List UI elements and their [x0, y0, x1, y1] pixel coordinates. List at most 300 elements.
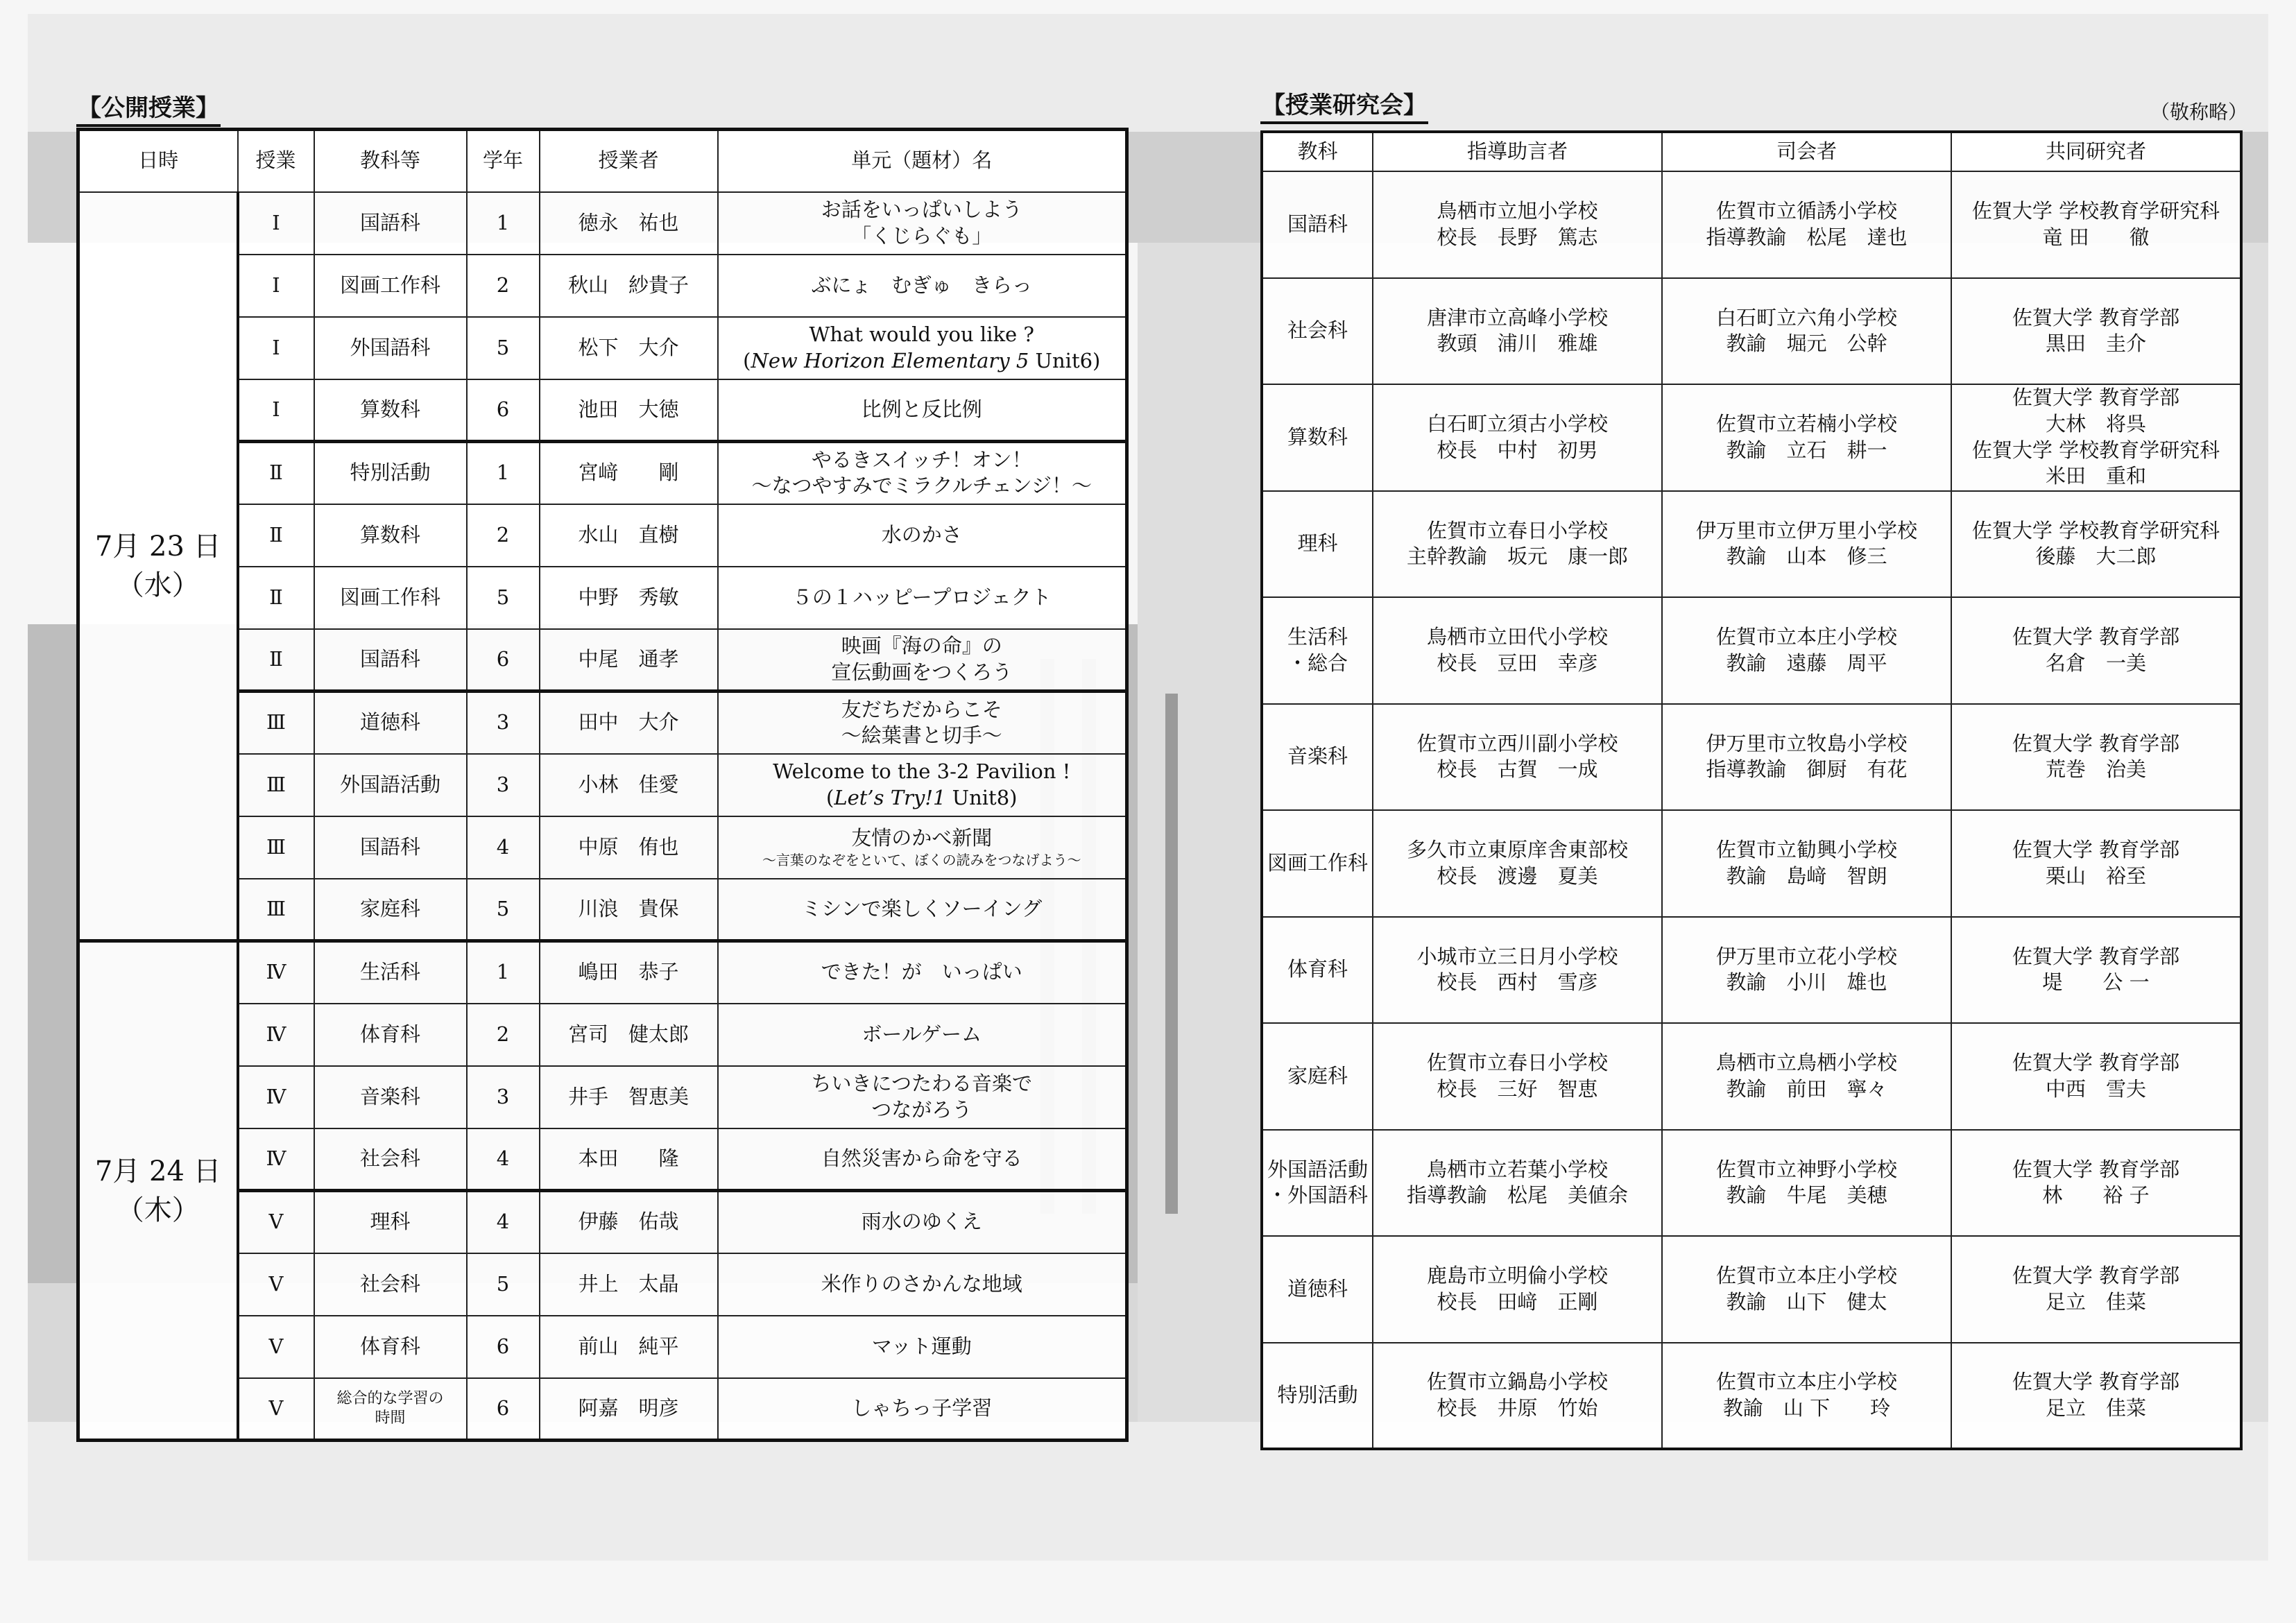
table-row — [1262, 704, 2241, 811]
researcher-cell — [1951, 1343, 2241, 1450]
moderator-name: 教諭 牛尾 美穂 — [1726, 1183, 1887, 1208]
unit-cell — [718, 1378, 1127, 1441]
subject-cell: 音楽科 — [314, 1066, 467, 1128]
advisor-cell — [1373, 491, 1662, 598]
table-row — [1262, 1130, 2241, 1237]
subject-line: 家庭科 — [1287, 1063, 1348, 1088]
researcher-line: 黒田 圭介 — [2045, 332, 2146, 356]
advisor-school: 唐津市立高峰小学校 — [1426, 305, 1608, 329]
header-advisor: 指導助言者 — [1373, 132, 1662, 171]
public-lessons-title: 【公開授業】 — [76, 89, 221, 127]
teacher-cell: 池田 大徳 — [540, 379, 718, 442]
teacher-cell: 嶋田 恭子 — [540, 941, 718, 1004]
researcher-cell — [1951, 1236, 2241, 1343]
subject-line: 外国語活動 — [1267, 1157, 1368, 1181]
period-cell: Ⅱ — [238, 442, 314, 504]
researcher-line: 後藤 大二郎 — [2035, 544, 2157, 569]
researcher-line: 足立 佳菜 — [2045, 1289, 2146, 1314]
grade-cell: 3 — [467, 692, 540, 754]
subject-line: ・総合 — [1287, 651, 1348, 675]
researcher-cell — [1951, 704, 2241, 811]
moderator-name: 指導教諭 松尾 達也 — [1706, 225, 1908, 249]
advisor-name: 校長 古賀 一成 — [1437, 757, 1598, 782]
table-row — [1262, 491, 2241, 598]
moderator-school: 伊万里市立牧島小学校 — [1706, 731, 1908, 755]
moderator-name: 教諭 山下 健太 — [1726, 1289, 1887, 1314]
subject-cell: 特別活動 — [314, 442, 467, 504]
moderator-cell — [1662, 1130, 1951, 1237]
subject-cell: 理科 — [314, 1191, 467, 1253]
moderator-school: 佐賀市立本庄小学校 — [1715, 625, 1897, 649]
paren: ( — [826, 785, 834, 809]
unit-line: ちいきにつたわる音楽で — [811, 1071, 1032, 1095]
subject-line: 図画工作科 — [1267, 850, 1368, 875]
unit-cell — [718, 754, 1127, 816]
researcher-line: 佐賀大学 教育学部 — [2012, 1051, 2180, 1075]
moderator-cell — [1662, 491, 1951, 598]
unit-cell — [718, 1253, 1127, 1316]
researcher-cell — [1951, 491, 2241, 598]
moderator-cell — [1662, 1236, 1951, 1343]
advisor-name: 校長 渡邊 夏美 — [1437, 864, 1598, 888]
researcher-line: 佐賀大学 教育学部 — [2012, 1157, 2180, 1181]
researcher-line: 林 裕 子 — [2042, 1183, 2150, 1208]
grade-cell: 2 — [467, 504, 540, 567]
unit-line: 米作りのさかんな地域 — [821, 1271, 1022, 1296]
unit-cell — [718, 1191, 1127, 1253]
researcher-line: 佐賀大学 学校教育学研究科 — [1971, 518, 2220, 542]
advisor-name: 教頭 浦川 雅雄 — [1437, 332, 1598, 356]
teacher-cell: 中尾 通孝 — [540, 629, 718, 692]
period-cell: Ⅳ — [238, 1066, 314, 1128]
researcher-cell — [1951, 917, 2241, 1024]
study-subject-cell — [1262, 171, 1373, 278]
subject-line: 算数科 — [1287, 424, 1348, 449]
subject-cell: 社会科 — [314, 1128, 467, 1191]
moderator-name: 教諭 前田 寧々 — [1726, 1076, 1887, 1101]
moderator-name: 教諭 山本 修三 — [1726, 544, 1887, 569]
unit-line: しゃちっ子学習 — [851, 1396, 993, 1420]
subject-line: 生活科 — [1287, 625, 1348, 649]
grade-cell: 3 — [467, 754, 540, 816]
unit-line — [719, 785, 1126, 812]
unit-line: 友だちだからこそ — [841, 697, 1002, 721]
researcher-line: 佐賀大学 学校教育学研究科 — [1971, 438, 2220, 462]
unit-cell — [718, 442, 1127, 504]
header-moderator: 司会者 — [1662, 132, 1951, 171]
unit-cell — [718, 255, 1127, 317]
advisor-name: 校長 長野 篤志 — [1437, 225, 1598, 249]
unit-cell — [718, 692, 1127, 754]
study-subject-cell — [1262, 1130, 1373, 1237]
grade-cell: 5 — [467, 317, 540, 379]
textbook-title: Let’s Try!1 — [834, 785, 946, 809]
researcher-line: 佐賀大学 教育学部 — [2012, 944, 2180, 968]
unit-line: ボールゲーム — [862, 1022, 982, 1046]
period-cell: Ⅴ — [238, 1253, 314, 1316]
teacher-cell: 宮司 健太郎 — [540, 1004, 718, 1066]
advisor-name: 校長 中村 初男 — [1437, 438, 1598, 462]
table-row — [1262, 171, 2241, 278]
subject-line: 社会科 — [1287, 318, 1348, 343]
subject-cell: 図画工作科 — [314, 567, 467, 629]
subject-line: 体育科 — [1287, 957, 1348, 981]
advisor-cell — [1373, 384, 1662, 491]
table-row — [1262, 597, 2241, 704]
subject-line: 道徳科 — [1287, 1276, 1348, 1300]
advisor-cell — [1373, 1343, 1662, 1450]
study-subject-cell — [1262, 917, 1373, 1024]
advisor-school: 鳥栖市立田代小学校 — [1426, 625, 1608, 649]
subject-cell: 国語科 — [314, 816, 467, 879]
researcher-line: 大林 将呉 — [2045, 412, 2146, 436]
unit-line: ぶにょ むぎゅ きらっ — [811, 273, 1032, 297]
researcher-line: 堤 公 一 — [2042, 970, 2150, 995]
grade-cell: 5 — [467, 567, 540, 629]
subject-cell: 図画工作科 — [314, 255, 467, 317]
table-row — [1262, 810, 2241, 917]
moderator-school: 佐賀市立本庄小学校 — [1715, 1264, 1897, 1288]
advisor-name: 校長 田﨑 正剛 — [1437, 1289, 1598, 1314]
advisor-school: 多久市立東原庠舎東部校 — [1406, 838, 1628, 862]
unit-cell — [718, 1128, 1127, 1191]
moderator-cell — [1662, 597, 1951, 704]
researcher-line: 名倉 一美 — [2045, 651, 2146, 675]
unit-line: ５の１ハッピープロジェクト — [791, 585, 1052, 609]
study-subject-cell — [1262, 384, 1373, 491]
advisor-school: 小城市立三日月小学校 — [1416, 944, 1618, 968]
moderator-cell — [1662, 704, 1951, 811]
moderator-cell — [1662, 1343, 1951, 1450]
unit-cell — [718, 816, 1127, 879]
unit-line: What would you like ? — [809, 322, 1034, 346]
unit-cell — [718, 1316, 1127, 1378]
grade-cell: 6 — [467, 629, 540, 692]
period-cell: Ⅲ — [238, 816, 314, 879]
grade-cell: 1 — [467, 941, 540, 1004]
moderator-school: 佐賀市立若楠小学校 — [1715, 412, 1897, 436]
grade-cell: 1 — [467, 192, 540, 255]
teacher-cell: 前山 純平 — [540, 1316, 718, 1378]
teacher-cell: 中野 秀敏 — [540, 567, 718, 629]
table-row — [1262, 1236, 2241, 1343]
period-cell: Ⅱ — [238, 504, 314, 567]
grade-cell: 6 — [467, 1316, 540, 1378]
date-line: 7月 23 日 — [94, 530, 221, 563]
teacher-cell: 本田 隆 — [540, 1128, 718, 1191]
researcher-line: 佐賀大学 教育学部 — [2012, 305, 2180, 329]
researcher-line: 竜 田 徹 — [2042, 225, 2150, 249]
unit-line: マット運動 — [871, 1334, 972, 1358]
researcher-line: 佐賀大学 教育学部 — [2012, 625, 2180, 649]
unit-cell — [718, 379, 1127, 442]
unit-line: ～言葉のなぞをといて、ぼくの読みをつなげよう～ — [762, 852, 1081, 869]
grade-cell: 4 — [467, 1128, 540, 1191]
study-subject-cell — [1262, 278, 1373, 385]
researcher-cell — [1951, 597, 2241, 704]
unit-line: 雨水のゆくえ — [861, 1210, 982, 1234]
unit-line: Welcome to the 3-2 Pavilion ! — [773, 759, 1071, 783]
teacher-cell: 井上 太晶 — [540, 1253, 718, 1316]
unit-line: 水のかさ — [881, 522, 962, 547]
researcher-line: 佐賀大学 教育学部 — [2012, 386, 2180, 410]
moderator-cell — [1662, 171, 1951, 278]
moderator-name: 教諭 山 下 玲 — [1722, 1396, 1891, 1420]
unit-cell — [718, 879, 1127, 941]
date-cell — [78, 192, 238, 941]
moderator-cell — [1662, 917, 1951, 1024]
researcher-cell — [1951, 1130, 2241, 1237]
subject-cell: 算数科 — [314, 504, 467, 567]
teacher-cell: 松下 大介 — [540, 317, 718, 379]
date-cell — [78, 941, 238, 1441]
advisor-cell — [1373, 278, 1662, 385]
unit-number: Unit8) — [945, 785, 1018, 809]
subject-cell: 体育科 — [314, 1316, 467, 1378]
study-subject-cell — [1262, 491, 1373, 598]
grade-cell: 1 — [467, 442, 540, 504]
unit-line: つながろう — [871, 1097, 973, 1122]
honorific-note: （敬称略） — [2150, 101, 2248, 123]
table-header-row — [1262, 132, 2241, 171]
unit-cell — [718, 941, 1127, 1004]
moderator-name: 教諭 遠藤 周平 — [1726, 651, 1887, 675]
subject-cell: 社会科 — [314, 1253, 467, 1316]
study-subject-cell — [1262, 1236, 1373, 1343]
header-period: 授業 — [238, 130, 314, 192]
teacher-cell: 小林 佳愛 — [540, 754, 718, 816]
moderator-school: 佐賀市立本庄小学校 — [1715, 1370, 1897, 1394]
grade-cell: 5 — [467, 879, 540, 941]
advisor-cell — [1373, 171, 1662, 278]
advisor-cell — [1373, 1023, 1662, 1130]
moderator-school: 佐賀市立循誘小学校 — [1715, 199, 1897, 223]
table-row — [1262, 917, 2241, 1024]
moderator-cell — [1662, 1023, 1951, 1130]
unit-line: 映画『海の命』の — [841, 634, 1002, 658]
unit-cell — [718, 567, 1127, 629]
moderator-school: 白石町立六角小学校 — [1715, 305, 1897, 329]
header-teacher: 授業者 — [540, 130, 718, 192]
period-cell: Ⅴ — [238, 1316, 314, 1378]
researcher-cell — [1951, 171, 2241, 278]
period-cell: Ⅰ — [238, 317, 314, 379]
grade-cell: 4 — [467, 816, 540, 879]
moderator-school: 佐賀市立勧興小学校 — [1715, 838, 1897, 862]
table-row — [1262, 1023, 2241, 1130]
study-subject-cell — [1262, 1023, 1373, 1130]
study-subject-cell — [1262, 1343, 1373, 1450]
moderator-school: 鳥栖市立鳥栖小学校 — [1715, 1051, 1897, 1075]
advisor-name: 校長 豆田 幸彦 — [1437, 651, 1598, 675]
advisor-cell — [1373, 1130, 1662, 1237]
period-cell: Ⅴ — [238, 1378, 314, 1441]
date-line: 7月 24 日 — [94, 1155, 221, 1187]
period-cell: Ⅲ — [238, 754, 314, 816]
unit-cell — [718, 192, 1127, 255]
table-row — [1262, 278, 2241, 385]
researcher-line: 佐賀大学 教育学部 — [2012, 1370, 2180, 1394]
researcher-cell — [1951, 384, 2241, 491]
grade-cell: 6 — [467, 1378, 540, 1441]
period-cell: Ⅰ — [238, 379, 314, 442]
moderator-school: 佐賀市立神野小学校 — [1715, 1157, 1897, 1181]
teacher-cell: 徳永 祐也 — [540, 192, 718, 255]
unit-number: Unit6) — [1029, 348, 1101, 372]
teacher-cell: 宮﨑 剛 — [540, 442, 718, 504]
period-cell: Ⅰ — [238, 255, 314, 317]
period-cell: Ⅳ — [238, 1004, 314, 1066]
subject-cell — [314, 1378, 467, 1441]
advisor-school: 佐賀市立鍋島小学校 — [1426, 1370, 1608, 1394]
period-cell: Ⅲ — [238, 692, 314, 754]
subject-cell: 生活科 — [314, 941, 467, 1004]
period-cell: Ⅳ — [238, 941, 314, 1004]
advisor-cell — [1373, 810, 1662, 917]
moderator-cell — [1662, 810, 1951, 917]
period-cell: Ⅱ — [238, 567, 314, 629]
unit-line: ミシンで楽しくソーイング — [801, 896, 1043, 920]
teacher-cell: 田中 大介 — [540, 692, 718, 754]
unit-line: 「くじらぐも」 — [851, 223, 993, 248]
advisor-school: 鳥栖市立旭小学校 — [1437, 199, 1598, 223]
teacher-cell: 秋山 紗貴子 — [540, 255, 718, 317]
subject-cell: 国語科 — [314, 192, 467, 255]
moderator-name: 教諭 小川 雄也 — [1726, 970, 1887, 995]
public-lessons-table — [76, 128, 1129, 1442]
unit-line: お話をいっぱいしよう — [821, 197, 1022, 221]
subject-cell: 算数科 — [314, 379, 467, 442]
period-cell: Ⅳ — [238, 1128, 314, 1191]
subject-line: ・外国語科 — [1267, 1183, 1368, 1208]
teacher-cell: 阿嘉 明彦 — [540, 1378, 718, 1441]
moderator-name: 教諭 堀元 公幹 — [1726, 332, 1887, 356]
researcher-line: 荒巻 治美 — [2045, 757, 2146, 782]
teacher-cell: 井手 智恵美 — [540, 1066, 718, 1128]
moderator-cell — [1662, 278, 1951, 385]
header-grade: 学年 — [467, 130, 540, 192]
weekday-line: （木） — [116, 1194, 200, 1226]
unit-cell — [718, 1004, 1127, 1066]
grade-cell: 2 — [467, 1004, 540, 1066]
subject-cell: 体育科 — [314, 1004, 467, 1066]
unit-line: 宣伝動画をつくろう — [831, 660, 1013, 684]
advisor-school: 佐賀市立西川副小学校 — [1416, 731, 1618, 755]
moderator-name: 指導教諭 御厨 有花 — [1706, 757, 1908, 782]
researcher-line: 中西 雪夫 — [2045, 1076, 2146, 1101]
advisor-name: 指導教諭 松尾 美値余 — [1406, 1183, 1628, 1208]
header-study-subject: 教科 — [1262, 132, 1373, 171]
researcher-line: 米田 重和 — [2045, 464, 2146, 488]
moderator-school: 伊万里市立花小学校 — [1715, 944, 1897, 968]
lesson-study-title: 【授業研究会】 — [1260, 86, 1428, 124]
advisor-cell — [1373, 1236, 1662, 1343]
header-unit: 単元（題材）名 — [718, 130, 1127, 192]
textbook-title: New Horizon Elementary 5 — [751, 348, 1029, 372]
subject-cell: 国語科 — [314, 629, 467, 692]
subject-line: 総合的な学習の — [336, 1390, 444, 1408]
header-subject: 教科等 — [314, 130, 467, 192]
table-row — [78, 192, 1127, 255]
advisor-cell — [1373, 597, 1662, 704]
subject-line: 理科 — [1297, 531, 1338, 556]
header-datetime: 日時 — [78, 130, 238, 192]
advisor-name: 校長 西村 雪彦 — [1437, 970, 1598, 995]
grade-cell: 3 — [467, 1066, 540, 1128]
period-cell: Ⅴ — [238, 1191, 314, 1253]
researcher-cell — [1951, 810, 2241, 917]
advisor-name: 主幹教諭 坂元 康一郎 — [1406, 544, 1628, 569]
advisor-school: 鹿島市立明倫小学校 — [1426, 1264, 1608, 1288]
subject-cell: 道徳科 — [314, 692, 467, 754]
unit-line: ～なつやすみでミラクルチェンジ！～ — [751, 474, 1093, 498]
table-header-row — [78, 130, 1127, 192]
lesson-study-table — [1260, 130, 2243, 1450]
unit-line — [719, 348, 1126, 375]
researcher-line: 栗山 裕至 — [2045, 864, 2146, 888]
researcher-line: 佐賀大学 教育学部 — [2012, 1264, 2180, 1288]
header-researcher: 共同研究者 — [1951, 132, 2241, 171]
teacher-cell: 伊藤 佑哉 — [540, 1191, 718, 1253]
researcher-line: 佐賀大学 教育学部 — [2012, 838, 2180, 862]
grade-cell: 5 — [467, 1253, 540, 1316]
advisor-school: 白石町立須古小学校 — [1426, 412, 1608, 436]
period-cell: Ⅲ — [238, 879, 314, 941]
subject-cell: 家庭科 — [314, 879, 467, 941]
subject-line: 時間 — [375, 1409, 406, 1427]
unit-cell — [718, 1066, 1127, 1128]
paren: ( — [743, 348, 751, 372]
subject-line: 国語科 — [1287, 212, 1348, 236]
table-row — [1262, 384, 2241, 491]
grade-cell: 2 — [467, 255, 540, 317]
period-cell: Ⅰ — [238, 192, 314, 255]
subject-cell: 外国語科 — [314, 317, 467, 379]
unit-line: 自然災害から命を守る — [821, 1146, 1022, 1170]
study-subject-cell — [1262, 704, 1373, 811]
researcher-cell — [1951, 278, 2241, 385]
unit-cell — [718, 317, 1127, 379]
researcher-line: 佐賀大学 教育学部 — [2012, 731, 2180, 755]
moderator-name: 教諭 立石 耕一 — [1726, 438, 1887, 462]
advisor-school: 佐賀市立春日小学校 — [1426, 1051, 1608, 1075]
subject-line: 特別活動 — [1277, 1382, 1358, 1407]
unit-line: やるきスイッチ！オン！ — [811, 447, 1032, 472]
study-subject-cell — [1262, 810, 1373, 917]
researcher-cell — [1951, 1023, 2241, 1130]
unit-line: ～絵葉書と切手～ — [841, 723, 1002, 748]
advisor-cell — [1373, 704, 1662, 811]
moderator-cell — [1662, 384, 1951, 491]
advisor-name: 校長 三好 智恵 — [1437, 1076, 1598, 1101]
period-cell: Ⅱ — [238, 629, 314, 692]
unit-line: 比例と反比例 — [861, 397, 982, 421]
weekday-line: （水） — [116, 569, 200, 601]
teacher-cell: 川浪 貴保 — [540, 879, 718, 941]
unit-line: できた！が いっぱい — [821, 960, 1022, 984]
table-row — [1262, 1343, 2241, 1450]
moderator-school: 伊万里市立伊万里小学校 — [1695, 518, 1917, 542]
advisor-school: 佐賀市立春日小学校 — [1426, 518, 1608, 542]
advisor-cell — [1373, 917, 1662, 1024]
unit-line: 友情のかべ新聞 — [851, 825, 993, 850]
unit-cell — [718, 504, 1127, 567]
teacher-cell: 中原 侑也 — [540, 816, 718, 879]
advisor-school: 鳥栖市立若葉小学校 — [1426, 1157, 1608, 1181]
grade-cell: 4 — [467, 1191, 540, 1253]
grade-cell: 6 — [467, 379, 540, 442]
teacher-cell: 水山 直樹 — [540, 504, 718, 567]
